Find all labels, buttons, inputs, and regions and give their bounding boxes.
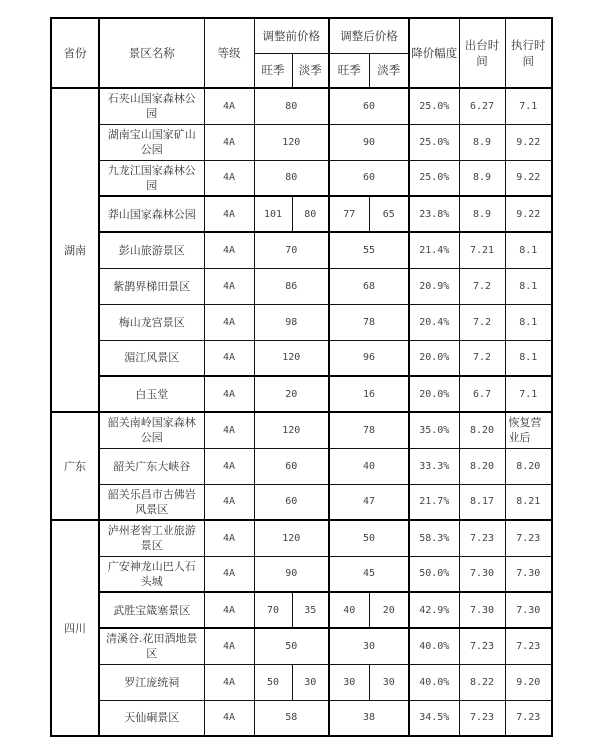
header-province: 省份 [51, 18, 99, 88]
before-price: 86 [254, 268, 329, 304]
published-date: 8.20 [459, 412, 505, 448]
before-price: 80 [254, 88, 329, 124]
before-price: 120 [254, 340, 329, 376]
discount: 20.9% [409, 268, 459, 304]
after-peak-price: 30 [329, 664, 369, 700]
table-row [51, 412, 552, 448]
table-row [51, 520, 552, 556]
before-peak-price: 50 [254, 664, 292, 700]
scenic-name: 湄江风景区 [99, 340, 204, 376]
after-price: 50 [329, 520, 409, 556]
discount: 34.5% [409, 700, 459, 736]
scenic-name: 湖南宝山国家矿山公园 [99, 124, 204, 160]
level: 4A [204, 376, 254, 412]
after-peak-price: 77 [329, 196, 369, 232]
table-row [51, 700, 552, 736]
after-price: 90 [329, 124, 409, 160]
level: 4A [204, 484, 254, 520]
published-date: 7.2 [459, 304, 505, 340]
before-price: 120 [254, 412, 329, 448]
executed-date: 7.30 [505, 592, 552, 628]
discount: 40.0% [409, 664, 459, 700]
scenic-name: 罗江庞统祠 [99, 664, 204, 700]
table-row [51, 88, 552, 124]
scenic-name: 泸州老窖工业旅游景区 [99, 520, 204, 556]
before-price: 60 [254, 448, 329, 484]
published-date: 7.23 [459, 520, 505, 556]
executed-date: 7.23 [505, 628, 552, 664]
scenic-name: 韶关南岭国家森林公园 [99, 412, 204, 448]
before-peak-price: 70 [254, 592, 292, 628]
after-price: 55 [329, 232, 409, 268]
table-row [51, 196, 552, 232]
before-price: 90 [254, 556, 329, 592]
level: 4A [204, 124, 254, 160]
after-price: 60 [329, 160, 409, 196]
table-row [51, 160, 552, 196]
level: 4A [204, 232, 254, 268]
header-after-price: 调整后价格 [329, 18, 409, 53]
after-price: 78 [329, 304, 409, 340]
published-date: 6.27 [459, 88, 505, 124]
scenic-name: 清溪谷.花田酒地景区 [99, 628, 204, 664]
published-date: 7.30 [459, 592, 505, 628]
header-name: 景区名称 [99, 18, 204, 88]
discount: 25.0% [409, 124, 459, 160]
after-price: 45 [329, 556, 409, 592]
scenic-name: 彭山旅游景区 [99, 232, 204, 268]
before-price: 20 [254, 376, 329, 412]
scenic-name: 韶关广东大峡谷 [99, 448, 204, 484]
header-after-off: 淡季 [369, 53, 409, 88]
level: 4A [204, 196, 254, 232]
table-row [51, 376, 552, 412]
table-row [51, 448, 552, 484]
after-off-price: 20 [369, 592, 409, 628]
table-row [51, 232, 552, 268]
scenic-price-table [50, 17, 553, 737]
discount: 23.8% [409, 196, 459, 232]
scenic-name: 梅山龙宫景区 [99, 304, 204, 340]
after-off-price: 30 [369, 664, 409, 700]
scenic-name: 天仙硐景区 [99, 700, 204, 736]
published-date: 7.2 [459, 340, 505, 376]
scenic-name: 韶关乐昌市古佛岩风景区 [99, 484, 204, 520]
published-date: 7.23 [459, 628, 505, 664]
header-before-price: 调整前价格 [254, 18, 329, 53]
table-row [51, 628, 552, 664]
level: 4A [204, 448, 254, 484]
table-row [51, 304, 552, 340]
scenic-name: 广安神龙山巴人石头城 [99, 556, 204, 592]
scenic-name: 紫鹊界梯田景区 [99, 268, 204, 304]
discount: 20.0% [409, 340, 459, 376]
after-peak-price: 40 [329, 592, 369, 628]
before-off-price: 30 [292, 664, 329, 700]
before-price: 60 [254, 484, 329, 520]
published-date: 8.9 [459, 160, 505, 196]
before-price: 70 [254, 232, 329, 268]
level: 4A [204, 412, 254, 448]
level: 4A [204, 304, 254, 340]
after-price: 30 [329, 628, 409, 664]
table-row [51, 340, 552, 376]
executed-date: 8.20 [505, 448, 552, 484]
published-date: 7.23 [459, 700, 505, 736]
discount: 21.7% [409, 484, 459, 520]
after-price: 16 [329, 376, 409, 412]
after-price: 68 [329, 268, 409, 304]
executed-date: 7.23 [505, 520, 552, 556]
header-level: 等级 [204, 18, 254, 88]
province-cell: 湖南 [51, 88, 99, 412]
executed-date: 8.1 [505, 232, 552, 268]
published-date: 8.20 [459, 448, 505, 484]
table-row [51, 664, 552, 700]
discount: 33.3% [409, 448, 459, 484]
header-executed: 执行时间 [505, 18, 552, 88]
level: 4A [204, 160, 254, 196]
discount: 50.0% [409, 556, 459, 592]
before-price: 50 [254, 628, 329, 664]
level: 4A [204, 88, 254, 124]
executed-date: 8.1 [505, 340, 552, 376]
discount: 20.4% [409, 304, 459, 340]
executed-date: 7.23 [505, 700, 552, 736]
published-date: 8.22 [459, 664, 505, 700]
scenic-name: 莽山国家森林公园 [99, 196, 204, 232]
level: 4A [204, 628, 254, 664]
table-row [51, 268, 552, 304]
executed-date: 7.1 [505, 376, 552, 412]
level: 4A [204, 340, 254, 376]
published-date: 7.21 [459, 232, 505, 268]
header-before-off: 淡季 [292, 53, 329, 88]
after-price: 96 [329, 340, 409, 376]
table-row [51, 484, 552, 520]
scenic-name: 武胜宝箴塞景区 [99, 592, 204, 628]
province-cell: 四川 [51, 520, 99, 736]
level: 4A [204, 664, 254, 700]
table-row [51, 124, 552, 160]
published-date: 7.2 [459, 268, 505, 304]
before-price: 80 [254, 160, 329, 196]
header-discount: 降价幅度 [409, 18, 459, 88]
level: 4A [204, 592, 254, 628]
executed-date: 8.1 [505, 304, 552, 340]
header-before-peak: 旺季 [254, 53, 292, 88]
before-peak-price: 101 [254, 196, 292, 232]
executed-date: 9.22 [505, 160, 552, 196]
after-price: 60 [329, 88, 409, 124]
published-date: 7.30 [459, 556, 505, 592]
level: 4A [204, 520, 254, 556]
discount: 35.0% [409, 412, 459, 448]
before-off-price: 35 [292, 592, 329, 628]
level: 4A [204, 556, 254, 592]
after-price: 40 [329, 448, 409, 484]
discount: 25.0% [409, 88, 459, 124]
before-price: 58 [254, 700, 329, 736]
after-price: 38 [329, 700, 409, 736]
published-date: 8.9 [459, 124, 505, 160]
table-row [51, 556, 552, 592]
level: 4A [204, 700, 254, 736]
before-price: 120 [254, 124, 329, 160]
before-off-price: 80 [292, 196, 329, 232]
header-published: 出台时间 [459, 18, 505, 88]
executed-date: 9.20 [505, 664, 552, 700]
scenic-name: 石夹山国家森林公园 [99, 88, 204, 124]
executed-date: 8.21 [505, 484, 552, 520]
table-row [51, 592, 552, 628]
executed-date: 7.1 [505, 88, 552, 124]
executed-date: 恢复营业后 [505, 412, 552, 448]
discount: 25.0% [409, 160, 459, 196]
published-date: 6.7 [459, 376, 505, 412]
published-date: 8.17 [459, 484, 505, 520]
executed-date: 8.1 [505, 268, 552, 304]
after-off-price: 65 [369, 196, 409, 232]
discount: 40.0% [409, 628, 459, 664]
after-price: 78 [329, 412, 409, 448]
published-date: 8.9 [459, 196, 505, 232]
header-after-peak: 旺季 [329, 53, 369, 88]
executed-date: 9.22 [505, 196, 552, 232]
level: 4A [204, 268, 254, 304]
after-price: 47 [329, 484, 409, 520]
executed-date: 9.22 [505, 124, 552, 160]
before-price: 120 [254, 520, 329, 556]
scenic-name: 九龙江国家森林公园 [99, 160, 204, 196]
province-cell: 广东 [51, 412, 99, 520]
discount: 42.9% [409, 592, 459, 628]
before-price: 98 [254, 304, 329, 340]
discount: 21.4% [409, 232, 459, 268]
discount: 58.3% [409, 520, 459, 556]
scenic-name: 白玉堂 [99, 376, 204, 412]
executed-date: 7.30 [505, 556, 552, 592]
discount: 20.0% [409, 376, 459, 412]
